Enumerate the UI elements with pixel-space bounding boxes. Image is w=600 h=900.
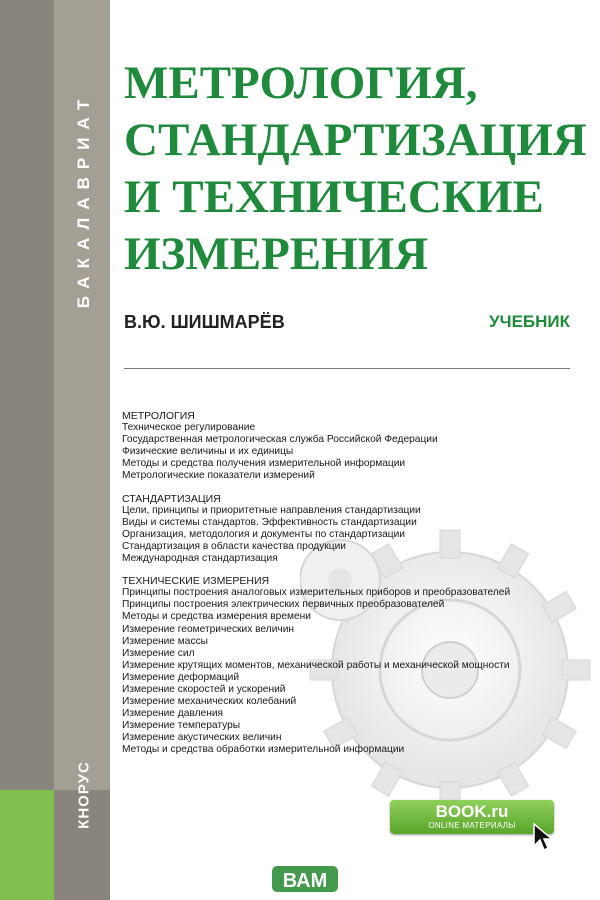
section-gap <box>122 483 592 489</box>
section-title: СТАНДАРТИЗАЦИЯ <box>122 492 221 505</box>
section-title: МЕТРОЛОГИЯ <box>122 410 195 422</box>
table-of-contents <box>122 410 592 757</box>
author-name: В.Ю. ШИШМАРЁВ <box>124 312 285 332</box>
list-item: Государственная метрологическая служба Российской Федерации <box>122 434 438 446</box>
list-item: Измерение геометрических величин <box>122 623 295 635</box>
list-item: Измерение крутящих моментов, механической работы и механической мощности <box>122 659 510 671</box>
list-item: Методы и средства получения измерительной информации <box>122 458 406 470</box>
list-item: Техническое регулирование <box>122 422 256 434</box>
section-title: ТЕХНИЧЕСКИЕ ИЗМЕРЕНИЯ <box>122 575 270 588</box>
list-item: Принципы построения аналоговых измерительных приборов и преобразователей <box>122 587 511 599</box>
list-item: Виды и системы стандартов. Эффективность стандартизации <box>122 516 417 528</box>
cursor-arrow-icon <box>532 822 554 852</box>
book-type: УЧЕБНИК <box>489 312 570 331</box>
spine-green-block <box>0 790 54 900</box>
list-item: Измерение акустических величин <box>122 732 282 744</box>
list-item: Измерение сил <box>122 647 195 659</box>
title-line-4: ИЗМЕРЕНИЯ <box>124 228 429 280</box>
list-item: Метрологические показатели измерений <box>122 470 315 482</box>
section-gap <box>122 565 592 571</box>
list-item: Измерение массы <box>122 635 208 647</box>
list-item: Физические величины и их единицы <box>122 446 294 458</box>
list-item: Стандартизация в области качества продукции <box>122 540 346 552</box>
series-label: БАКАЛАВРИАТ <box>74 91 93 309</box>
list-item: Международная стандартизация <box>122 553 278 565</box>
bookru-name: BOOK.ru <box>435 802 509 821</box>
list-item: Измерение давления <box>122 708 224 720</box>
publisher-label: КНОРУС <box>75 761 93 829</box>
title-line-2: СТАНДАРТИЗАЦИЯ <box>124 114 587 166</box>
list-item: Организация, методология и документы по стандартизации <box>122 528 405 540</box>
divider-line <box>124 368 570 369</box>
title-line-3: И ТЕХНИЧЕСКИЕ <box>124 171 544 223</box>
vam-logo <box>272 864 338 894</box>
list-item: Цели, принципы и приоритетные направления стандартизации <box>122 504 421 516</box>
bookru-subtitle: ONLINE МАТЕРИАЛЫ <box>428 821 516 830</box>
list-item: Измерение механических колебаний <box>122 696 297 708</box>
book-title <box>124 55 594 283</box>
list-item: Измерение деформаций <box>122 671 240 683</box>
list-item: Измерение скоростей и ускорений <box>122 683 286 695</box>
title-line-1: МЕТРОЛОГИЯ, <box>124 57 478 109</box>
list-item: Измерение температуры <box>122 720 241 732</box>
list-item: Методы и средства измерения времени <box>122 611 311 623</box>
bookru-button[interactable] <box>390 800 554 834</box>
list-item: Методы и средства обработки измерительной информации <box>122 744 405 756</box>
list-item: Принципы построения электрических первичных преобразователей <box>122 599 445 611</box>
vam-logo-text: ВАМ <box>282 870 328 892</box>
